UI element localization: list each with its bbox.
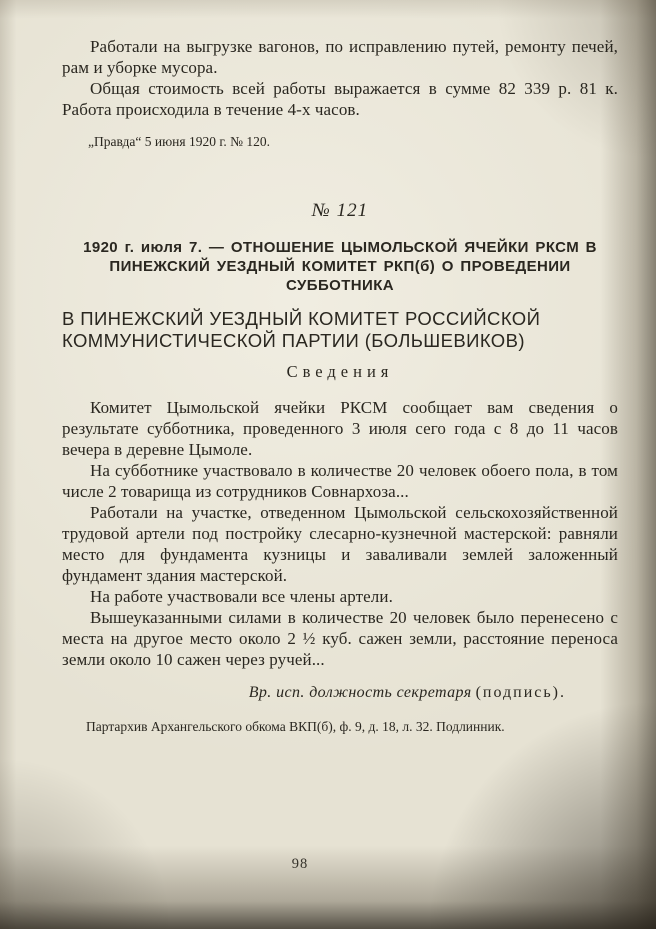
signature-role: Вр. исп. должность секретаря bbox=[248, 684, 472, 701]
doc-121-paragraph: Вышеуказанными силами в количестве 20 человек было перенесено с места на другое место около 2 ½ куб. сажен земли, расстояние переноса земли около 10 сажен через ручей... bbox=[62, 608, 618, 669]
doc-121-paragraph: На субботнике участвовало в количестве 20 человек обоего пола, в том числе 2 товарища из сотрудников Совнархоза... bbox=[62, 461, 618, 501]
doc-121-paragraph: На работе участвовали все члены артели. bbox=[90, 587, 393, 606]
page-number: 98 bbox=[291, 856, 309, 872]
doc-121-paragraph: Комитет Цымольской ячейки РКСМ сообщает вам сведения о результате субботника, проведенного 3 июля сего года с 8 до 11 часов вечера в деревне Цымоле. bbox=[62, 398, 618, 459]
doc-120-paragraph-2: Общая стоимость всей работы выражается в сумме 82 339 р. 81 к. Работа происходила в течение 4-х часов. bbox=[62, 79, 618, 119]
doc-121-addressee: В ПИНЕЖСКИЙ УЕЗДНЫЙ КОМИТЕТ РОССИЙСКОЙ КОММУНИСТИЧЕСКОЙ ПАРТИИ (БОЛЬШЕВИКОВ) bbox=[62, 308, 541, 351]
doc-121-heading: 1920 г. июля 7. — ОТНОШЕНИЕ ЦЫМОЛЬСКОЙ ЯЧЕЙКИ РКСМ В ПИНЕЖСКИЙ УЕЗДНЫЙ КОМИТЕТ РКП(б) О ПРОВЕДЕНИИ СУББОТНИКА bbox=[83, 239, 597, 294]
archive-note: Партархив Архангельского обкома ВКП(б), ф. 9, д. 18, л. 32. Подлинник. bbox=[86, 719, 505, 734]
signature-note: (подпись). bbox=[475, 684, 566, 701]
doc-120-paragraph-1: Работали на выгрузке вагонов, по исправлению путей, ремонту печей, рам и уборке мусора. bbox=[62, 37, 618, 77]
page-content bbox=[62, 36, 618, 736]
doc-120-source-note: „Правда“ 5 июня 1920 г. № 120. bbox=[88, 134, 271, 149]
doc-121-subtitle: Сведения bbox=[286, 362, 394, 381]
doc-121-paragraph: Работали на участке, отведенном Цымольской сельскохозяйственной трудовой артели под постройку слесарно-кузнечной мастерской: равняли место для фундамента кузницы и заваливали землей заложенный фундамент здания мастерской. bbox=[62, 503, 618, 585]
doc-121-number: № 121 bbox=[311, 200, 369, 221]
signature-line bbox=[62, 684, 618, 702]
